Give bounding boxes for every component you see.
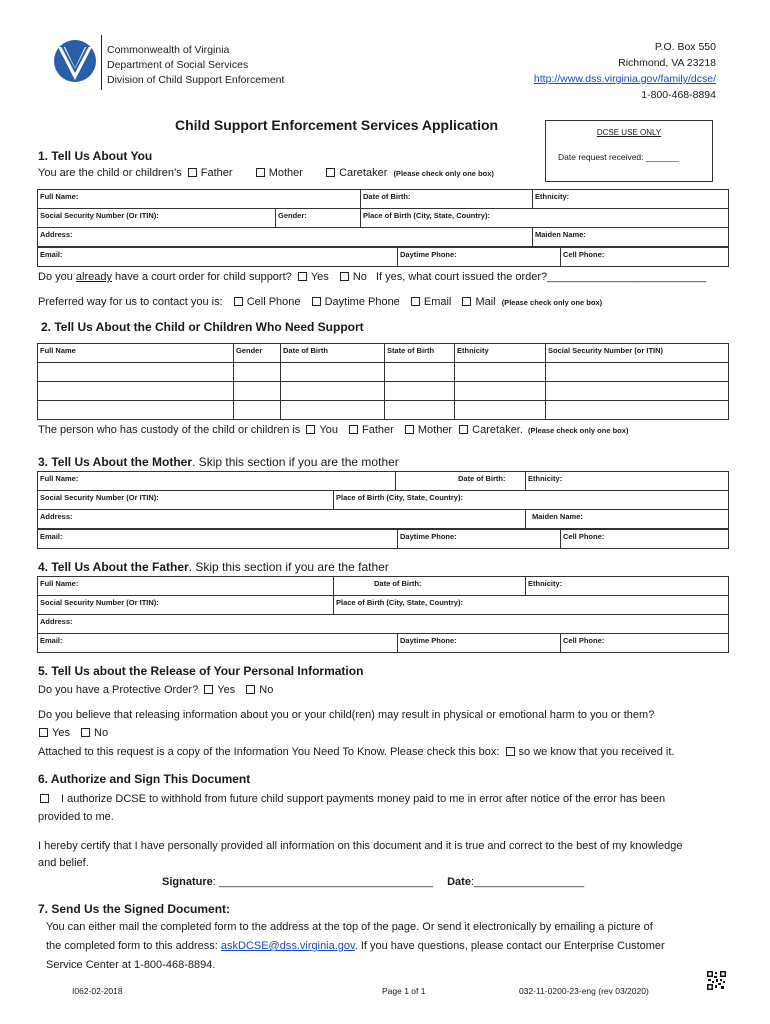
cell-phone-checkbox[interactable] <box>234 297 243 306</box>
authorize-line: I authorize DCSE to withhold from future child support payments money paid to me in error after notice of the error has been <box>61 793 666 805</box>
authorize-statement <box>38 793 665 805</box>
ethnicity-field[interactable]: Ethnicity: <box>533 190 729 209</box>
col-dob: Date of Birth <box>281 344 385 363</box>
logo-divider <box>101 35 102 90</box>
contact-preference <box>38 296 602 308</box>
section-4-skip: . Skip this section if you are the father <box>188 560 389 574</box>
yes-label: Yes <box>217 684 236 696</box>
protective-order-question <box>38 684 273 696</box>
col-gender: Gender <box>234 344 281 363</box>
father-email[interactable]: Email: <box>38 634 398 653</box>
col-state-of-birth: State of Birth <box>385 344 455 363</box>
father-address[interactable]: Address: <box>38 615 729 634</box>
city: Richmond, VA 23218 <box>618 57 716 69</box>
role-option: Mother <box>268 167 303 179</box>
cell-phone-field[interactable]: Cell Phone: <box>561 248 729 267</box>
father-cell-phone[interactable]: Cell Phone: <box>561 634 729 653</box>
ssn-field[interactable]: Social Security Number (Or ITIN): <box>38 209 276 228</box>
child-cell[interactable] <box>38 382 234 401</box>
mother-cell-phone[interactable]: Cell Phone: <box>561 530 729 549</box>
contact-option: Daytime Phone <box>324 296 400 308</box>
court-followup[interactable]: If yes, what court issued the order?__________________________ <box>375 271 707 283</box>
child-cell[interactable] <box>546 401 729 420</box>
dcse-use-only-box <box>545 120 713 182</box>
child-cell[interactable] <box>546 382 729 401</box>
mother-address[interactable]: Address: <box>38 510 526 529</box>
court-no-checkbox[interactable] <box>340 272 349 281</box>
mother-email[interactable]: Email: <box>38 530 398 549</box>
custody-option: Father <box>362 424 394 436</box>
agency-line: Division of Child Support Enforcement <box>107 74 285 86</box>
child-cell[interactable] <box>38 363 234 382</box>
child-cell[interactable] <box>455 382 546 401</box>
child-cell[interactable] <box>281 382 385 401</box>
signature-row: Signature: ___________________________________ Date:__________________ <box>162 876 585 888</box>
child-cell[interactable] <box>281 401 385 420</box>
email-checkbox[interactable] <box>411 297 420 306</box>
mother-full-name[interactable]: Full Name: <box>38 472 396 491</box>
child-cell[interactable] <box>385 363 455 382</box>
protective-no-checkbox[interactable] <box>246 685 255 694</box>
father-table <box>37 576 729 634</box>
custody-caretaker-checkbox[interactable] <box>459 425 468 434</box>
date-label: Date <box>447 876 471 888</box>
child-cell[interactable] <box>234 363 281 382</box>
your-info-table <box>37 189 729 247</box>
send-line-2 <box>46 940 665 952</box>
role-option: Father <box>200 167 233 179</box>
father-ethnicity[interactable]: Ethnicity: <box>526 577 729 596</box>
mother-ethnicity[interactable]: Ethnicity: <box>526 472 729 491</box>
po-box: P.O. Box 550 <box>654 41 716 53</box>
father-dob[interactable]: Date of Birth: <box>334 577 526 596</box>
mother-maiden[interactable]: Maiden Name: <box>526 510 729 529</box>
section-5-heading: 5. Tell Us about the Release of Your Personal Information <box>38 664 364 678</box>
custody-prompt: The person who has custody of the child or children is <box>38 424 301 436</box>
qr-code-icon <box>707 971 726 990</box>
father-pob[interactable]: Place of Birth (City, State, Country): <box>334 596 729 615</box>
section-4-heading <box>38 560 389 574</box>
contact-option: Mail <box>475 296 496 308</box>
child-cell[interactable] <box>455 401 546 420</box>
address-field[interactable]: Address: <box>38 228 533 247</box>
mother-checkbox[interactable] <box>256 168 265 177</box>
phone: 1-800-468-8894 <box>641 89 716 101</box>
father-daytime-phone[interactable]: Daytime Phone: <box>398 634 561 653</box>
child-cell[interactable] <box>385 401 455 420</box>
attached-prefix: Attached to this request is a copy of the Information You Need To Know. Please check this box: <box>38 746 500 758</box>
dob-field[interactable]: Date of Birth: <box>361 190 533 209</box>
agency-line: Department of Social Services <box>107 59 249 71</box>
no-label: No <box>352 271 367 283</box>
certify-line-1: I hereby certify that I have personally provided all information on this document and it is true and correct to the best of my knowledge <box>38 840 683 852</box>
harm-yes-checkbox[interactable] <box>39 728 48 737</box>
child-cell[interactable] <box>234 401 281 420</box>
certify-line-2: and belief. <box>38 857 89 869</box>
attached-notice <box>38 746 674 758</box>
section-2-heading: 2. Tell Us About the Child or Children Who Need Support <box>41 320 364 334</box>
child-cell[interactable] <box>38 401 234 420</box>
father-full-name[interactable]: Full Name: <box>38 577 334 596</box>
custody-mother-checkbox[interactable] <box>405 425 414 434</box>
mother-daytime-phone[interactable]: Daytime Phone: <box>398 530 561 549</box>
children-table <box>37 343 729 420</box>
check-one-note: (Please check only one box) <box>393 169 494 178</box>
yes-label: Yes <box>52 727 70 739</box>
harm-answer <box>38 727 108 739</box>
no-label: No <box>94 727 109 739</box>
child-cell[interactable] <box>546 363 729 382</box>
received-checkbox[interactable] <box>506 747 515 756</box>
agency-name <box>107 43 284 88</box>
col-ethnicity: Ethnicity <box>455 344 546 363</box>
signature-line[interactable]: ___________________________________ <box>218 876 433 888</box>
table-row <box>38 382 729 401</box>
send-prefix: the completed form to this address: <box>46 940 221 952</box>
custody-question <box>38 424 628 436</box>
pob-field[interactable]: Place of Birth (City, State, Country): <box>361 209 729 228</box>
custody-option: Mother <box>417 424 453 436</box>
section-3-title: 3. Tell Us About the Mother <box>38 455 193 469</box>
gender-field[interactable]: Gender: <box>276 209 361 228</box>
section-3-skip: . Skip this section if you are the mother <box>192 455 399 469</box>
send-line-3: Service Center at 1-800-468-8894. <box>46 959 216 971</box>
email-link[interactable]: askDCSE@dss.virginia.gov <box>220 940 355 952</box>
col-full-name: Full Name <box>38 344 234 363</box>
signature-label: Signature <box>162 876 213 888</box>
footer-right: 032-11-0200-23-eng (rev 03/2020) <box>519 986 649 996</box>
no-label: No <box>259 684 274 696</box>
maiden-name-field[interactable]: Maiden Name: <box>533 228 729 247</box>
daytime-phone-field[interactable]: Daytime Phone: <box>398 248 561 267</box>
court-prefix: Do you <box>38 271 76 283</box>
protective-prompt: Do you have a Protective Order? <box>38 684 199 696</box>
authorize-line-2: provided to me. <box>38 811 114 823</box>
mother-dob[interactable]: Date of Birth: <box>396 472 526 491</box>
logo-icon <box>52 38 98 84</box>
website-link[interactable]: http://www.dss.virginia.gov/family/dcse/ <box>533 73 716 85</box>
child-cell[interactable] <box>281 363 385 382</box>
table-row <box>38 401 729 420</box>
vdss-logo <box>52 38 98 84</box>
custody-father-checkbox[interactable] <box>349 425 358 434</box>
mail-checkbox[interactable] <box>462 297 471 306</box>
full-name-field[interactable]: Full Name: <box>38 190 361 209</box>
section-4-title: 4. Tell Us About the Father <box>38 560 189 574</box>
role-question <box>38 167 494 179</box>
contact-address <box>534 39 716 103</box>
contact-option: Cell Phone <box>246 296 301 308</box>
contact-prompt: Preferred way for us to contact you is: <box>38 296 223 308</box>
section-6-heading: 6. Authorize and Sign This Document <box>38 772 251 786</box>
email-field[interactable]: Email: <box>38 248 398 267</box>
court-underlined: already <box>75 271 112 283</box>
father-ssn[interactable]: Social Security Number (Or ITIN): <box>38 596 334 615</box>
role-prompt: You are the child or children’s <box>38 167 182 179</box>
harm-question: Do you believe that releasing information about you or your child(ren) may result in physical or emotional harm to you or them? <box>38 709 655 721</box>
date-line[interactable]: __________________ <box>474 876 585 888</box>
send-line-1: You can either mail the completed form to the address at the top of the page. Or send it electronically by emailing a picture of <box>46 921 653 933</box>
section-3-heading <box>38 455 399 469</box>
caretaker-checkbox[interactable] <box>326 168 335 177</box>
mother-pob[interactable]: Place of Birth (City, State, Country): <box>334 491 729 510</box>
footer-page: Page 1 of 1 <box>382 986 426 996</box>
custody-option: You <box>319 424 338 436</box>
protective-yes-checkbox[interactable] <box>204 685 213 694</box>
your-contact-table <box>37 247 729 267</box>
section-1-heading: 1. Tell Us About You <box>38 149 153 163</box>
date-received: Date request received: _______ <box>558 152 679 162</box>
father-checkbox[interactable] <box>188 168 197 177</box>
attached-suffix: so we know that you received it. <box>518 746 675 758</box>
page-title: Child Support Enforcement Services Application <box>175 117 499 133</box>
agency-line: Commonwealth of Virginia <box>107 44 230 56</box>
col-ssn: Social Security Number (or ITIN) <box>546 344 729 363</box>
mother-contact-table <box>37 529 729 549</box>
send-suffix: . If you have questions, please contact our Enterprise Customer <box>354 940 665 952</box>
custody-option: Caretaker. <box>472 424 523 436</box>
check-one-note: (Please check only one box) <box>527 426 629 435</box>
footer-left: I062-02-2018 <box>72 986 123 996</box>
role-option: Caretaker <box>339 167 388 179</box>
custody-you-checkbox[interactable] <box>306 425 315 434</box>
court-suffix: have a court order for child support? <box>112 271 292 283</box>
table-row <box>38 363 729 382</box>
child-cell[interactable] <box>455 363 546 382</box>
child-cell[interactable] <box>385 382 455 401</box>
mother-table <box>37 471 729 529</box>
dcse-heading: DCSE USE ONLY <box>596 128 662 137</box>
mother-ssn[interactable]: Social Security Number (Or ITIN): <box>38 491 334 510</box>
section-7-heading: 7. Send Us the Signed Document: <box>38 902 231 916</box>
child-cell[interactable] <box>234 382 281 401</box>
check-one-note: (Please check only one box) <box>501 298 603 307</box>
contact-option: Email <box>423 296 452 308</box>
court-order-question <box>38 271 706 283</box>
daytime-phone-checkbox[interactable] <box>312 297 321 306</box>
father-contact-table <box>37 633 729 653</box>
court-yes-checkbox[interactable] <box>298 272 307 281</box>
authorize-checkbox[interactable] <box>40 794 49 803</box>
harm-no-checkbox[interactable] <box>81 728 90 737</box>
yes-label: Yes <box>310 271 329 283</box>
